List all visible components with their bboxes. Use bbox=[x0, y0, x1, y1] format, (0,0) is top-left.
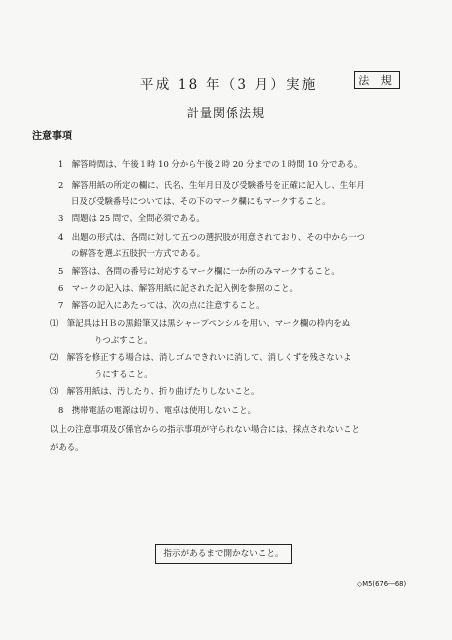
instruction-subline: ⑴ 筆記具はＨＢの黒鉛筆又は黒シャープペンシルを用い、マーク欄の枠内をぬ bbox=[50, 318, 351, 328]
instruction-line: 3 問題は 25 問で、全問必須である。 bbox=[58, 213, 205, 223]
subject-title: 計量関係法規 bbox=[186, 106, 265, 120]
instruction-line: 1 解答時間は、午後１時 10 分から午後２時 20 分までの１時間 10 分である。 bbox=[58, 159, 363, 169]
closing-line: 以上の注意事項及び係官からの指示事項が守られない場合には、採点されないこと bbox=[50, 424, 360, 434]
instruction-subline: ⑵ 解答を修正する場合は、消しゴムできれいに消して、消しくずを残さないよ bbox=[50, 352, 352, 362]
instruction-line: 2 解答用紙の所定の欄に、氏名、生年月日及び受験番号を正確に記入し、生年月 bbox=[58, 180, 365, 190]
instruction-line: の解答を選ぶ五肢択一方式である。 bbox=[71, 248, 205, 258]
instruction-line: 7 解答の記入にあたっては、次の点に注意すること。 bbox=[58, 300, 265, 310]
do-not-open-notice: 指示があるまで開かないこと。 bbox=[155, 544, 292, 564]
instruction-subline: うにすること。 bbox=[94, 369, 153, 379]
instruction-line: 8 携帯電話の電源は切り、電卓は使用しないこと。 bbox=[58, 405, 256, 415]
instruction-line: 4 出題の形式は、各問に対して五つの選択肢が用意されており、その中から一つ bbox=[58, 232, 365, 242]
closing-line: がある。 bbox=[50, 442, 84, 452]
instruction-subline: ⑶ 解答用紙は、汚したり、折り曲げたりしないこと。 bbox=[50, 386, 260, 396]
section-heading: 注意事項 bbox=[32, 131, 72, 142]
subject-badge: 法 規 bbox=[354, 71, 400, 89]
instruction-line: 5 解答は、各問の番号に対応するマーク欄に一か所のみマークすること。 bbox=[58, 266, 340, 276]
exam-date-title: 平成 18 年（3 月）実施 bbox=[140, 77, 318, 93]
instruction-subline: りつぶすこと。 bbox=[94, 335, 153, 345]
document-code: ◇M5(676―68) bbox=[357, 580, 407, 588]
instruction-line: 6 マークの記入は、解答用紙に記された記入例を参照のこと。 bbox=[58, 283, 298, 293]
instruction-line: 日及び受験番号については、その下のマーク欄にもマークすること。 bbox=[71, 196, 331, 206]
